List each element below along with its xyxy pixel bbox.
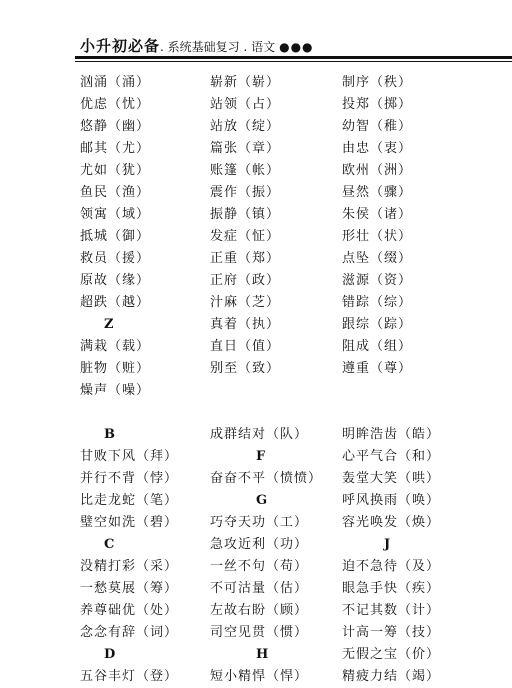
word-entry: 正府（政） [210,273,281,288]
word-entry: 计高一筹（技） [342,625,441,640]
header-dots: ●●● [279,40,314,54]
section-letter: J [384,537,391,552]
word-entry: 脏物（赃） [80,361,151,376]
word-entry: 一愁莫展（筹） [80,581,179,596]
word-entry: 邮其（尤） [80,141,151,156]
word-entry: 原故（缘） [80,273,151,288]
spacer [210,402,360,424]
word-entry: 汹涌（涌） [80,75,151,90]
spacer [342,380,512,402]
word-entry: 领寓（域） [80,207,151,222]
word-entry: 不记其数（计） [342,603,441,618]
section-letter: F [256,449,266,464]
word-entry: 账篷（帐） [210,163,281,178]
word-entry: 五谷丰灯（登） [80,669,179,684]
word-entry: 并行不背（悖） [80,471,179,486]
word-entry: 巧夺天功（工） [210,515,309,530]
word-entry: 悠静（幽） [80,119,151,134]
word-entry: 篇张（章） [210,141,281,156]
section-letter: Z [104,317,114,332]
section-letter: G [256,493,268,508]
word-entry: 无假之宝（价） [342,647,441,662]
word-entry: 尤如（犹） [80,163,151,178]
word-entry: 璧空如洗（碧） [80,515,179,530]
word-entry: 满栽（载） [80,339,151,354]
word-entry: 真着（执） [210,317,281,332]
word-entry: 站领（占） [210,97,281,112]
word-entry: 甘败下风（拜） [80,449,179,464]
section-letter: H [256,647,269,662]
word-entry: 心平气合（和） [342,449,441,464]
book-brand: 小升初必备 [80,37,161,55]
word-entry: 点坠（缀） [342,251,413,266]
word-entry: 比走龙蛇（笔） [80,493,179,508]
word-entry: 短小精悍（悍） [210,669,309,684]
word-entry: 优虑（忧） [80,97,151,112]
word-entry: 燥声（噪） [80,383,151,398]
word-entry: 制序（秩） [342,75,413,90]
word-entry: 朱侯（诸） [342,207,413,222]
word-entry: 急攻近利（功） [210,537,309,552]
section-letter: C [104,537,115,552]
section-letter: D [104,647,116,662]
spacer [210,380,360,402]
word-entry: 迫不急待（及） [342,559,441,574]
word-entry: 鱼民（渔） [80,185,151,200]
spacer [342,402,512,424]
word-entry: 直日（值） [210,339,281,354]
word-entry: 没精打彩（采） [80,559,179,574]
word-entry: 震作（振） [210,185,281,200]
word-entry: 正重（郑） [210,251,281,266]
column-right [342,72,512,688]
word-entry: 汁麻（芝） [210,295,281,310]
word-entry: 发症（怔） [210,229,281,244]
spacer [80,402,215,424]
word-entry: 振静（镇） [210,207,281,222]
word-entry: 救员（援） [80,251,151,266]
word-entry: 奋奋不平（愤愤） [210,471,323,486]
word-entry: 遵重（尊） [342,361,413,376]
word-entry: 司空见贯（惯） [210,625,309,640]
word-entry: 精疲力结（竭） [342,669,441,684]
word-entry: 超跌（越） [80,295,151,310]
word-entry: 左故右盼（顾） [210,603,309,618]
word-entry: 轰堂大笑（哄） [342,471,441,486]
word-entry: 崭新（崭） [210,75,281,90]
word-entry: 养尊础优（处） [80,603,179,618]
word-entry: 滋源（资） [342,273,413,288]
word-entry: 错踪（综） [342,295,413,310]
column-middle [210,72,360,688]
word-entry: 明眸浩齿（皓） [342,427,441,442]
word-entry: 不可沽量（估） [210,581,309,596]
section-letter: B [104,427,115,442]
word-entry: 抵城（御） [80,229,151,244]
word-entry: 欧州（洲） [342,163,413,178]
word-entry: 昼然（骤） [342,185,413,200]
word-entry: 形壮（状） [342,229,413,244]
word-entry: 一丝不句（苟） [210,559,309,574]
word-entry: 跟综（踪） [342,317,413,332]
word-entry: 幼智（稚） [342,119,413,134]
word-entry: 别至（致） [210,361,281,376]
word-entry: 眼急手快（疾） [342,581,441,596]
word-entry: 站放（绽） [210,119,281,134]
word-entry: 成群结对（队） [210,427,309,442]
word-entry: 投郑（掷） [342,97,413,112]
word-entry: 容光唤发（焕） [342,515,441,530]
word-entry: 念念有辞（词） [80,625,179,640]
word-entry: 阻成（组） [342,339,413,354]
book-subtitle: . 系统基础复习 . 语文 [160,40,276,54]
word-entry: 呼风换雨（唤） [342,493,441,508]
column-left [80,72,215,688]
word-entry: 由忠（衷） [342,141,413,156]
